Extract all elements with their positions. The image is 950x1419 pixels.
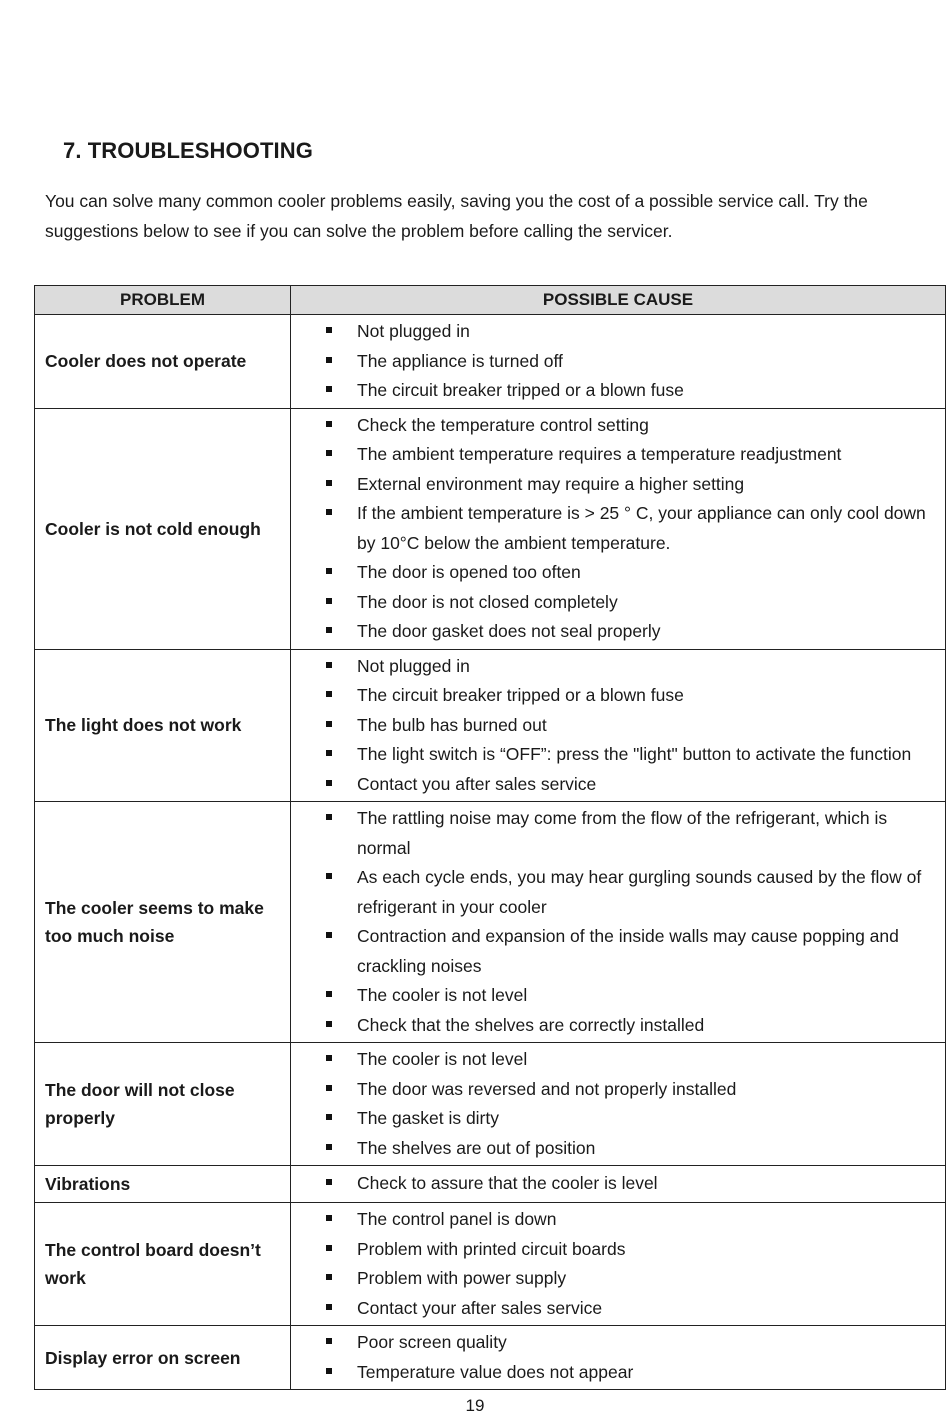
square-bullet-icon <box>326 480 332 486</box>
cause-cell <box>291 1043 946 1166</box>
square-bullet-icon <box>326 1085 332 1091</box>
square-bullet-icon <box>326 1368 332 1374</box>
cause-item <box>291 711 945 741</box>
cause-item <box>291 1045 945 1075</box>
table-header-row <box>35 286 946 315</box>
cause-text: Contact your after sales service <box>357 1297 603 1318</box>
square-bullet-icon <box>326 1304 332 1310</box>
square-bullet-icon <box>326 1021 332 1027</box>
cause-text: Temperature value does not appear <box>357 1361 634 1382</box>
cause-item <box>291 499 945 558</box>
problem-cell: The cooler seems to make too much noise <box>35 802 291 1043</box>
cause-item <box>291 347 945 377</box>
cause-text: The door was reversed and not properly installed <box>357 1078 737 1099</box>
cause-text: As each cycle ends, you may hear gurgling sounds caused by the flow of refrigerant in your cooler <box>357 867 922 917</box>
cause-text: The control panel is down <box>357 1209 557 1229</box>
cause-text: Check that the shelves are correctly installed <box>357 1014 705 1035</box>
cause-item <box>291 1358 945 1388</box>
square-bullet-icon <box>326 1179 332 1185</box>
cause-item <box>291 588 945 618</box>
cause-item <box>291 1264 945 1294</box>
square-bullet-icon <box>326 598 332 604</box>
cause-item <box>291 440 945 470</box>
cause-item <box>291 617 945 647</box>
cause-list <box>291 411 945 647</box>
cause-text: Contraction and expansion of the inside walls may cause popping and crackling noises <box>357 926 899 976</box>
square-bullet-icon <box>326 750 332 756</box>
square-bullet-icon <box>326 1144 332 1150</box>
cause-cell <box>291 408 946 649</box>
square-bullet-icon <box>326 873 332 879</box>
cause-text: Not plugged in <box>357 321 470 341</box>
square-bullet-icon <box>326 780 332 786</box>
cause-item <box>291 981 945 1011</box>
square-bullet-icon <box>326 1055 332 1061</box>
intro-paragraph: You can solve many common cooler problems easily, saving you the cost of a possible service call. Try the suggestions below to see if you can solve the problem before calling the servicer. <box>45 191 868 241</box>
cause-item <box>291 1104 945 1134</box>
problem-cell: Vibrations <box>35 1166 291 1203</box>
cause-text: The door is opened too often <box>357 562 581 582</box>
cause-cell <box>291 649 946 802</box>
problem-cell: Cooler is not cold enough <box>35 408 291 649</box>
cause-text: The bulb has burned out <box>357 714 547 735</box>
table-row <box>35 1043 946 1166</box>
cause-item <box>291 681 945 711</box>
square-bullet-icon <box>326 357 332 363</box>
square-bullet-icon <box>326 627 332 633</box>
cause-item <box>291 1205 945 1235</box>
cause-column-header: POSSIBLE CAUSE <box>291 286 946 315</box>
page-number: 19 <box>465 1396 485 1415</box>
cause-list <box>291 1045 945 1163</box>
cause-cell <box>291 1203 946 1326</box>
cause-list <box>291 1328 945 1387</box>
table-body <box>35 315 946 1390</box>
cause-text: The circuit breaker tripped or a blown fuse <box>357 685 684 705</box>
cause-item <box>291 922 945 981</box>
cause-list <box>291 1205 945 1323</box>
problem-cell: The door will not close properly <box>35 1043 291 1166</box>
cause-item <box>291 1235 945 1265</box>
cause-item <box>291 1169 945 1199</box>
square-bullet-icon <box>326 991 332 997</box>
table-row <box>35 1203 946 1326</box>
square-bullet-icon <box>326 509 332 515</box>
cause-item <box>291 770 945 800</box>
cause-list <box>291 1169 945 1199</box>
square-bullet-icon <box>326 932 332 938</box>
table-row <box>35 1166 946 1203</box>
section-heading: 7. TROUBLESHOOTING <box>63 138 313 163</box>
table-row <box>35 649 946 802</box>
cause-item <box>291 470 945 500</box>
problem-cell: The control board doesn’t work <box>35 1203 291 1326</box>
square-bullet-icon <box>326 814 332 820</box>
square-bullet-icon <box>326 1338 332 1344</box>
cause-cell <box>291 1326 946 1390</box>
square-bullet-icon <box>326 691 332 697</box>
square-bullet-icon <box>326 1274 332 1280</box>
cause-item <box>291 411 945 441</box>
cause-item <box>291 1011 945 1041</box>
problem-cell: Display error on screen <box>35 1326 291 1390</box>
square-bullet-icon <box>326 1215 332 1221</box>
problem-column-header: PROBLEM <box>35 286 291 315</box>
table-row <box>35 1326 946 1390</box>
cause-text: Not plugged in <box>357 655 470 676</box>
cause-text: Poor screen quality <box>357 1332 507 1352</box>
cause-item <box>291 1328 945 1358</box>
cause-text: The rattling noise may come from the flow of the refrigerant, which is normal <box>357 808 888 858</box>
cause-cell <box>291 1166 946 1203</box>
cause-item <box>291 1294 945 1324</box>
table-row <box>35 315 946 409</box>
cause-list <box>291 652 945 800</box>
cause-text: The cooler is not level <box>357 1049 528 1069</box>
cause-text: External environment may require a higher setting <box>357 473 745 494</box>
square-bullet-icon <box>326 386 332 392</box>
cause-list <box>291 317 945 406</box>
cause-item <box>291 740 945 770</box>
square-bullet-icon <box>326 327 332 333</box>
square-bullet-icon <box>326 1114 332 1120</box>
cause-item <box>291 1075 945 1105</box>
square-bullet-icon <box>326 450 332 456</box>
cause-item <box>291 652 945 682</box>
problem-cell: The light does not work <box>35 649 291 802</box>
cause-text: If the ambient temperature is > 25 ° C, your appliance can only cool down by 10°C below the ambient temperature. <box>357 503 926 553</box>
problem-cell: Cooler does not operate <box>35 315 291 409</box>
cause-text: Problem with power supply <box>357 1268 567 1288</box>
square-bullet-icon <box>326 662 332 668</box>
cause-text: The circuit breaker tripped or a blown fuse <box>357 380 684 400</box>
cause-text: The ambient temperature requires a temperature readjustment <box>357 444 842 464</box>
cause-item <box>291 1134 945 1164</box>
cause-item <box>291 317 945 347</box>
cause-cell <box>291 802 946 1043</box>
cause-text: The appliance is turned off <box>357 350 563 371</box>
troubleshooting-table <box>34 285 946 1390</box>
cause-item <box>291 804 945 863</box>
cause-item <box>291 558 945 588</box>
cause-text: Check the temperature control setting <box>357 414 649 435</box>
square-bullet-icon <box>326 568 332 574</box>
cause-item <box>291 376 945 406</box>
cause-text: The cooler is not level <box>357 985 528 1005</box>
cause-text: Check to assure that the cooler is level <box>357 1173 658 1194</box>
cause-list <box>291 804 945 1040</box>
square-bullet-icon <box>326 1245 332 1251</box>
cause-text: The shelves are out of position <box>357 1137 596 1158</box>
table-row <box>35 408 946 649</box>
square-bullet-icon <box>326 721 332 727</box>
cause-text: Problem with printed circuit boards <box>357 1238 626 1259</box>
cause-text: The gasket is dirty <box>357 1108 499 1128</box>
cause-text: The door is not closed completely <box>357 591 618 612</box>
cause-cell <box>291 315 946 409</box>
cause-text: The door gasket does not seal properly <box>357 621 661 641</box>
table-row <box>35 802 946 1043</box>
cause-item <box>291 863 945 922</box>
cause-text: Contact you after sales service <box>357 773 597 794</box>
square-bullet-icon <box>326 421 332 427</box>
cause-text: The light switch is “OFF”: press the "light" button to activate the function <box>357 744 912 764</box>
